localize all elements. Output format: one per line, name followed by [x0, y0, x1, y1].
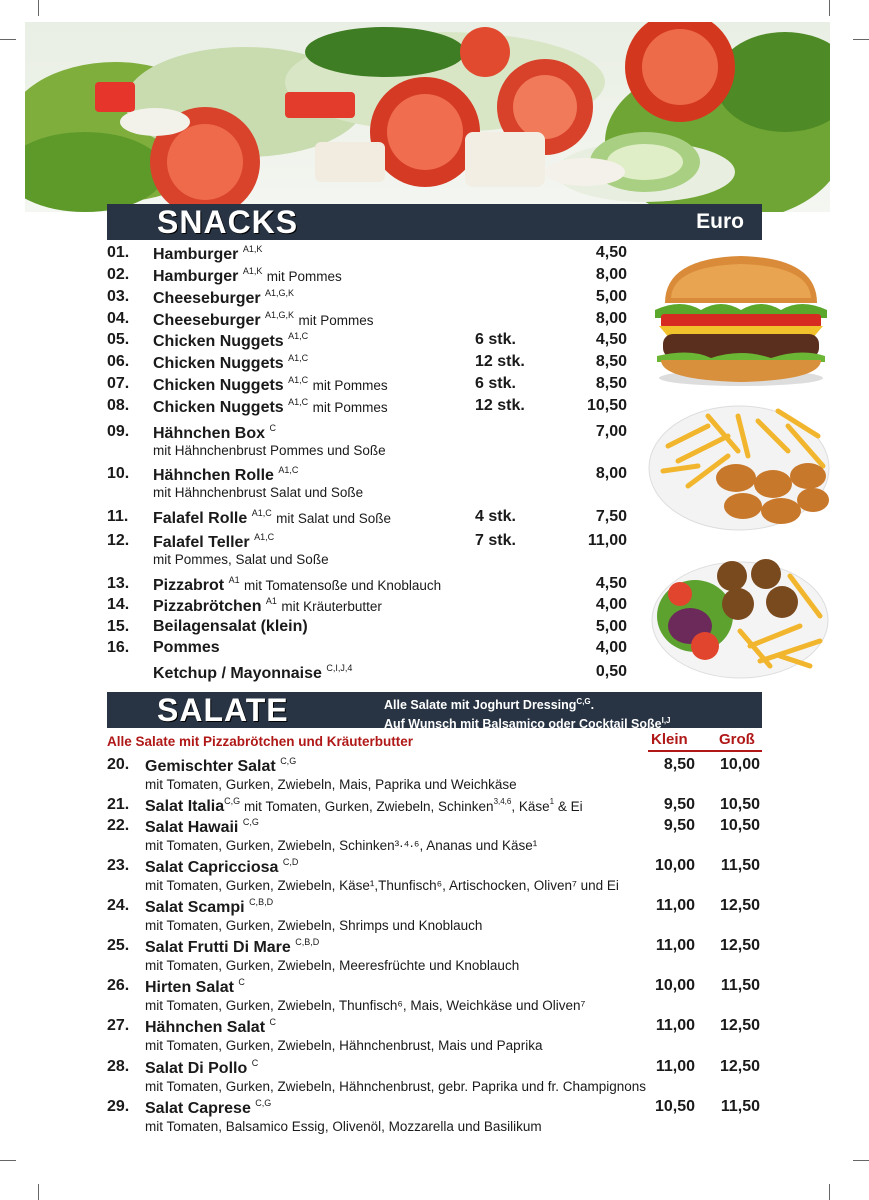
price-gross: 12,50 — [719, 1017, 760, 1034]
item-allergens: C — [269, 1017, 276, 1027]
item-price: 10,50 — [586, 397, 627, 414]
snack-row — [107, 465, 627, 487]
salad-row — [107, 897, 762, 919]
price-gross: 12,50 — [719, 937, 760, 954]
snack-row — [107, 310, 627, 332]
item-price: 8,00 — [595, 465, 627, 482]
item-number: 01. — [107, 244, 130, 261]
column-header-underline — [648, 750, 762, 752]
item-name-group — [153, 375, 388, 395]
item-number: 21. — [107, 796, 130, 813]
item-name-group — [153, 266, 342, 286]
item-name-group — [153, 423, 276, 443]
item-quantity: 12 stk. — [475, 353, 525, 370]
inline-text: mit Tomaten, Gurken, Zwiebeln, Schinken — [243, 799, 494, 814]
note-line-1: Alle Salate mit Joghurt Dressing — [384, 698, 577, 713]
item-name: Chicken Nuggets — [153, 333, 284, 350]
item-allergens: A1,G,K — [265, 310, 295, 320]
item-quantity: 12 stk. — [475, 397, 525, 414]
snack-row — [107, 508, 627, 530]
item-name-group — [153, 465, 298, 485]
item-name: Salat Scampi — [145, 899, 245, 916]
item-number: 11. — [107, 508, 129, 525]
item-number: 20. — [107, 756, 130, 773]
item-name: Salat Hawaii — [145, 819, 239, 836]
item-name-group — [153, 397, 388, 417]
salad-row — [107, 756, 762, 778]
item-description: mit Tomaten, Gurken, Zwiebeln, Mais, Paprika und Weichkäse — [145, 777, 517, 792]
item-name: Beilagensalat (klein) — [153, 618, 308, 635]
salad-row — [107, 1098, 762, 1120]
item-number: 16. — [107, 639, 130, 656]
item-name: Hamburger — [153, 246, 239, 263]
item-name-group — [153, 575, 441, 595]
item-name-group — [145, 756, 296, 776]
item-price: 8,50 — [595, 353, 627, 370]
item-allergens: C — [238, 977, 245, 987]
price-klein: 11,00 — [655, 1017, 695, 1034]
item-description: mit Tomaten, Gurken, Zwiebeln, Hähnchenbrust, gebr. Paprika und fr. Champignons — [145, 1079, 647, 1094]
price-klein: 9,50 — [663, 796, 695, 813]
item-allergens: C,G — [255, 1098, 272, 1108]
item-price: 4,00 — [595, 639, 627, 656]
item-allergens: C,G — [280, 756, 297, 766]
snack-row — [107, 288, 627, 310]
note-line-1-end: . — [590, 698, 595, 713]
item-price: 4,50 — [595, 575, 627, 592]
item-name: Cheeseburger — [153, 290, 261, 307]
item-allergens: A1,G,K — [265, 288, 295, 298]
item-allergens: A1 — [265, 596, 277, 606]
item-name: Falafel Teller — [153, 534, 250, 551]
salad-row — [107, 857, 762, 879]
item-number: 13. — [107, 575, 130, 592]
item-name-group — [153, 639, 220, 657]
item-description: mit Tomaten, Gurken, Zwiebeln, Schinken³·⁴·⁶, Ananas und Käse¹ — [145, 838, 538, 853]
item-name: Salat Di Pollo — [145, 1060, 248, 1077]
item-name-group — [145, 1098, 271, 1118]
burger-image — [651, 248, 831, 388]
crop-mark — [0, 1160, 16, 1161]
item-number: 08. — [107, 397, 130, 414]
currency-label: Euro — [696, 210, 744, 233]
item-name-group — [145, 1017, 276, 1037]
item-inline-description — [240, 799, 582, 814]
item-allergens: C,B,D — [249, 897, 274, 907]
item-name-group — [153, 310, 374, 330]
price-gross: 10,00 — [719, 756, 760, 773]
item-description: mit Tomaten, Balsamico Essig, Olivenöl, Mozzarella und Basilikum — [145, 1119, 542, 1134]
item-name-group — [145, 897, 273, 917]
item-allergens: C — [251, 1058, 259, 1068]
note-line-2: Auf Wunsch mit Balsamico oder Cocktail Soße — [384, 717, 662, 732]
item-name: Salat Caprese — [145, 1100, 251, 1117]
item-quantity: 6 stk. — [475, 331, 516, 348]
item-name-group — [145, 817, 259, 837]
inline-text: & Ei — [554, 799, 583, 814]
item-name: Pizzabrötchen — [153, 598, 262, 615]
item-name: Ketchup / Mayonnaise — [153, 665, 322, 682]
snacks-title: SNACKS — [157, 204, 299, 240]
snack-row — [107, 397, 627, 419]
salate-subtitle: Alle Salate mit Pizzabrötchen und Kräuterbutter — [107, 734, 414, 749]
price-klein: 10,00 — [654, 977, 695, 994]
item-name: Hähnchen Salat — [145, 1019, 266, 1036]
salad-row — [107, 977, 762, 999]
item-name: Salat Capricciosa — [145, 859, 279, 876]
item-allergens: A1,C — [278, 465, 299, 475]
item-name: Chicken Nuggets — [153, 355, 284, 372]
item-name: Salat Frutti Di Mare — [145, 939, 291, 956]
snack-row — [107, 639, 627, 661]
item-name: Falafel Rolle — [153, 510, 248, 527]
item-extra: mit Pommes — [312, 400, 388, 415]
inline-text: , Käse — [511, 799, 550, 814]
snack-row — [107, 618, 627, 640]
item-number: 14. — [107, 596, 130, 613]
snack-row — [107, 375, 627, 397]
item-allergens: A1 — [228, 575, 240, 585]
item-extra: mit Pommes — [266, 269, 342, 284]
item-price: 4,50 — [595, 331, 627, 348]
item-name: Pizzabrot — [153, 577, 225, 594]
item-allergens: C,B,D — [295, 937, 320, 947]
item-number: 12. — [107, 532, 130, 549]
item-price: 7,50 — [595, 508, 627, 525]
salad-row — [107, 1017, 762, 1039]
item-name: Pommes — [153, 639, 220, 656]
item-allergens: C,G — [224, 796, 241, 806]
crop-mark — [853, 1160, 869, 1161]
item-price: 7,00 — [595, 423, 627, 440]
inline-allergens: 1 — [549, 797, 555, 806]
item-allergens: C — [269, 423, 276, 433]
price-gross: 12,50 — [719, 1058, 760, 1075]
item-allergens: C,G — [242, 817, 259, 827]
item-price: 4,50 — [595, 244, 627, 261]
item-number: 02. — [107, 266, 130, 283]
snack-row — [107, 423, 627, 445]
item-name-group — [153, 244, 262, 264]
item-number: 03. — [107, 288, 130, 305]
snack-row — [107, 331, 627, 353]
item-name: Hirten Salat — [145, 979, 234, 996]
price-klein: 8,50 — [663, 756, 695, 773]
item-name-group — [145, 937, 319, 957]
item-number: 29. — [107, 1098, 130, 1115]
item-extra: mit Kräuterbutter — [281, 599, 382, 614]
item-allergens: A1,C — [254, 532, 275, 542]
item-quantity: 6 stk. — [475, 375, 516, 392]
item-name-group — [145, 1058, 258, 1078]
item-name: Chicken Nuggets — [153, 399, 284, 416]
item-number: 23. — [107, 857, 130, 874]
item-number: 06. — [107, 353, 130, 370]
item-price: 5,00 — [595, 288, 627, 305]
item-description: mit Pommes, Salat und Soße — [153, 552, 329, 567]
price-klein: 10,50 — [654, 1098, 695, 1115]
item-number: 25. — [107, 937, 130, 954]
item-name-group — [153, 508, 391, 528]
note-line-2-allergens: I,J — [661, 716, 671, 726]
item-number: 15. — [107, 618, 130, 635]
salate-dressing-note — [384, 694, 671, 732]
item-description: mit Hähnchenbrust Salat und Soße — [153, 485, 364, 500]
price-gross: 10,50 — [719, 796, 760, 813]
item-name-group — [153, 288, 294, 308]
note-line-1-allergens: C,G — [576, 697, 591, 706]
crop-mark — [829, 1184, 830, 1200]
price-gross: 12,50 — [719, 897, 760, 914]
column-header-gross: Groß — [719, 731, 755, 748]
item-name-group — [153, 353, 308, 373]
item-number: 22. — [107, 817, 130, 834]
item-description: mit Hähnchenbrust Pommes und Soße — [153, 443, 386, 458]
item-allergens: A1,C — [251, 508, 272, 518]
item-number: 05. — [107, 331, 130, 348]
item-name-group — [145, 977, 245, 997]
item-description: mit Tomaten, Gurken, Zwiebeln, Käse¹,Thunfisch⁶, Artischocken, Oliven⁷ und Ei — [145, 878, 619, 893]
salate-title: SALATE — [157, 692, 289, 728]
item-number: 26. — [107, 977, 130, 994]
item-price: 8,00 — [595, 310, 627, 327]
item-name: Gemischter Salat — [145, 758, 276, 775]
item-name: Hamburger — [153, 268, 239, 285]
item-price: 4,00 — [595, 596, 627, 613]
salad-row — [107, 817, 762, 839]
item-number: 24. — [107, 897, 130, 914]
item-number: 04. — [107, 310, 130, 327]
crop-mark — [38, 1184, 39, 1200]
item-name: Chicken Nuggets — [153, 377, 284, 394]
item-name: Hähnchen Rolle — [153, 467, 274, 484]
price-klein: 9,50 — [663, 817, 695, 834]
item-name-group — [153, 331, 308, 351]
item-number: 09. — [107, 423, 130, 440]
salad-row — [107, 796, 762, 818]
item-allergens: C,I,J,4 — [326, 663, 353, 673]
item-name: Cheeseburger — [153, 312, 261, 329]
price-gross: 11,50 — [720, 1098, 760, 1115]
item-allergens: A1,C — [288, 331, 309, 341]
item-description: mit Tomaten, Gurken, Zwiebeln, Shrimps und Knoblauch — [145, 918, 483, 933]
price-klein: 11,00 — [655, 897, 695, 914]
crop-mark — [0, 39, 16, 40]
falafel-plate-image — [650, 556, 830, 682]
salate-header-bar — [107, 692, 762, 732]
item-number: 27. — [107, 1017, 130, 1034]
item-allergens: A1,K — [242, 266, 263, 276]
item-number: 07. — [107, 375, 130, 392]
item-allergens: A1,C — [288, 375, 309, 385]
item-name-group — [153, 532, 274, 552]
item-extra: mit Pommes — [312, 378, 388, 393]
salad-banner-image — [25, 22, 830, 212]
item-name-group — [145, 857, 298, 877]
snack-row — [107, 532, 627, 554]
item-price: 5,00 — [595, 618, 627, 635]
price-gross: 11,50 — [720, 857, 760, 874]
item-allergens: A1,K — [242, 244, 263, 254]
price-gross: 10,50 — [719, 817, 760, 834]
item-quantity: 7 stk. — [475, 532, 516, 549]
item-price: 0,50 — [595, 663, 627, 680]
column-header-klein: Klein — [651, 731, 688, 748]
item-name-group — [145, 796, 583, 816]
item-name-group — [153, 663, 352, 683]
price-klein: 11,00 — [655, 937, 695, 954]
item-extra: mit Tomatensoße und Knoblauch — [244, 578, 442, 593]
crop-mark — [829, 0, 830, 16]
item-description: mit Tomaten, Gurken, Zwiebeln, Hähnchenbrust, Mais und Paprika — [145, 1038, 543, 1053]
inline-allergens: 3,4,6 — [493, 797, 512, 806]
price-gross: 11,50 — [720, 977, 760, 994]
item-allergens: A1,C — [288, 353, 309, 363]
item-allergens: A1,C — [288, 397, 309, 407]
salad-row — [107, 937, 762, 959]
item-extra: mit Salat und Soße — [276, 511, 391, 526]
snack-row — [107, 266, 627, 288]
item-name-group — [153, 618, 308, 636]
snack-row — [107, 663, 627, 685]
item-allergens: C,D — [282, 857, 299, 867]
snack-row — [107, 244, 627, 266]
snack-row — [107, 596, 627, 618]
item-name: Hähnchen Box — [153, 425, 266, 442]
item-number: 10. — [107, 465, 130, 482]
item-name: Salat Italia — [145, 798, 225, 815]
item-price: 8,50 — [595, 375, 627, 392]
snack-row — [107, 353, 627, 375]
item-price: 8,00 — [595, 266, 627, 283]
snack-row — [107, 575, 627, 597]
item-price: 11,00 — [587, 532, 627, 549]
item-description: mit Tomaten, Gurken, Zwiebeln, Thunfisch⁶, Mais, Weichkäse und Oliven⁷ — [145, 998, 586, 1013]
nuggets-fries-image — [648, 396, 830, 536]
crop-mark — [38, 0, 39, 16]
item-name-group — [153, 596, 382, 616]
snacks-header-bar — [107, 204, 762, 240]
crop-mark — [853, 39, 869, 40]
item-quantity: 4 stk. — [475, 508, 516, 525]
item-extra: mit Pommes — [298, 313, 374, 328]
item-number: 28. — [107, 1058, 130, 1075]
price-klein: 10,00 — [654, 857, 695, 874]
salad-row — [107, 1058, 762, 1080]
item-description: mit Tomaten, Gurken, Zwiebeln, Meeresfrüchte und Knoblauch — [145, 958, 520, 973]
price-klein: 11,00 — [655, 1058, 695, 1075]
